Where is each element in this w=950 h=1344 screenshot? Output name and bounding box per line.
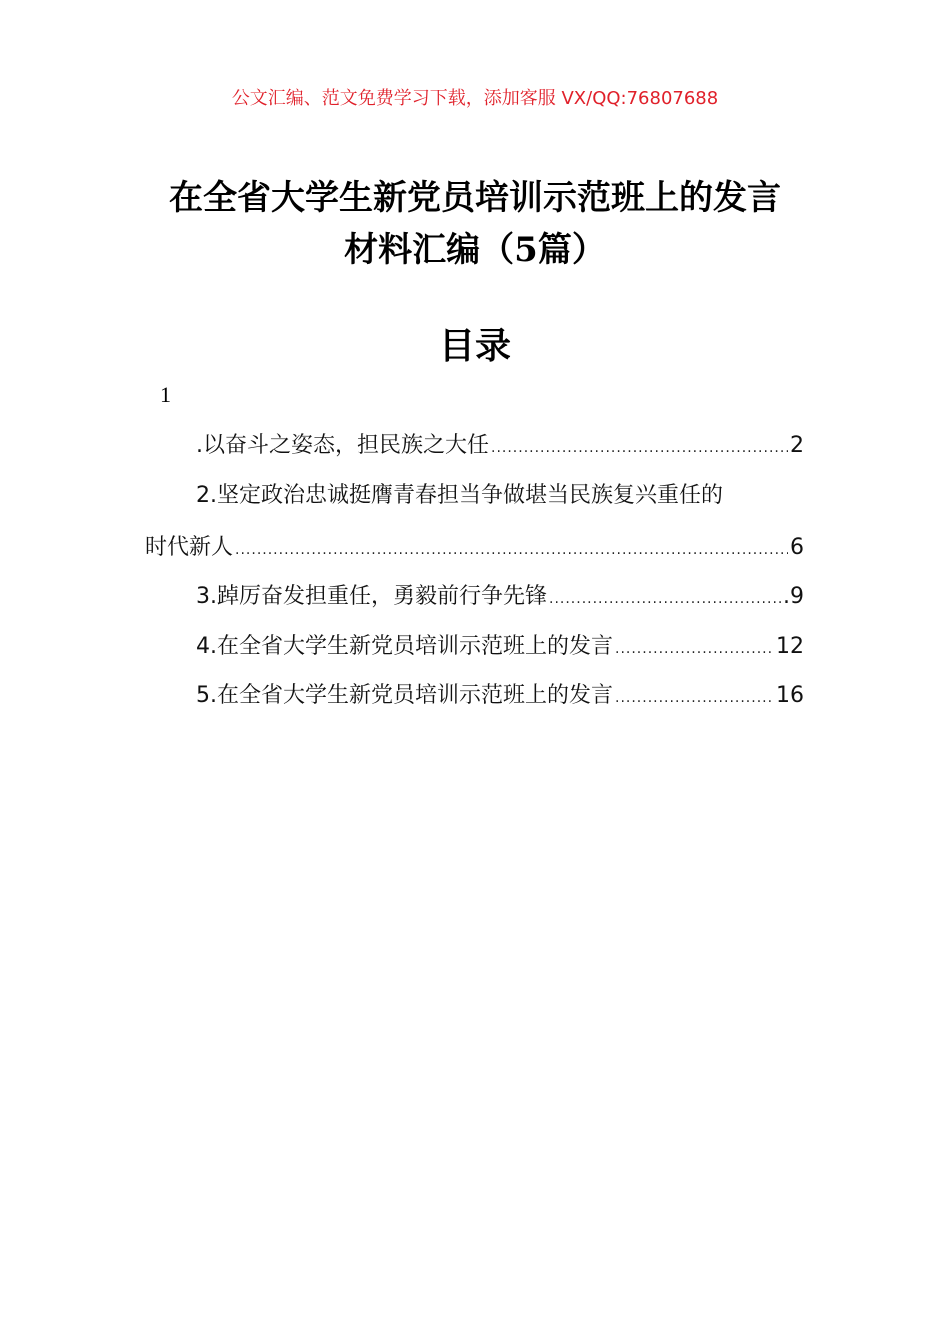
toc-entry-page: 16 [776, 683, 804, 708]
toc-leader-dots [615, 690, 774, 706]
toc-entry-page: 2 [790, 433, 804, 458]
toc-leader-dots [615, 641, 774, 657]
toc-stray-number: 1 [160, 382, 171, 407]
toc-entry-label: 5.在全省大学生新党员培训示范班上的发言 [196, 683, 613, 708]
toc-leader-dots [549, 591, 781, 607]
toc-entry-4[interactable] [196, 629, 804, 660]
toc-entry-label: 4.在全省大学生新党员培训示范班上的发言 [196, 634, 613, 659]
toc-leader-dots [491, 440, 788, 456]
toc-heading: 目录 [438, 325, 511, 367]
toc-entry-label: 3.踔厉奋发担重任，勇毅前行争先锋 [196, 584, 547, 609]
toc-entry-page: .9 [783, 584, 804, 609]
toc-entry-label: 时代新人 [145, 535, 234, 560]
toc-entry-5[interactable] [196, 678, 804, 709]
document-title-line2: 材料汇编（5篇） [344, 230, 606, 270]
toc-entry-1[interactable] [196, 428, 804, 459]
toc-leader-dots [235, 542, 788, 558]
document-title-line1: 在全省大学生新党员培训示范班上的发言 [169, 178, 781, 218]
watermark-banner: 公文汇编、范文免费学习下载，添加客服 VX/QQ:76807688 [231, 88, 719, 109]
toc-entry-2[interactable] [145, 530, 804, 561]
toc-entry-3[interactable] [196, 579, 804, 610]
toc-entry-2-line1[interactable]: 2.坚定政治忠诚挺膺青春担当争做堪当民族复兴重任的 [196, 483, 723, 508]
toc-entry-page: 6 [790, 535, 804, 560]
toc-entry-page: 12 [776, 634, 804, 659]
toc-entry-label: .以奋斗之姿态，担民族之大任 [196, 433, 489, 458]
